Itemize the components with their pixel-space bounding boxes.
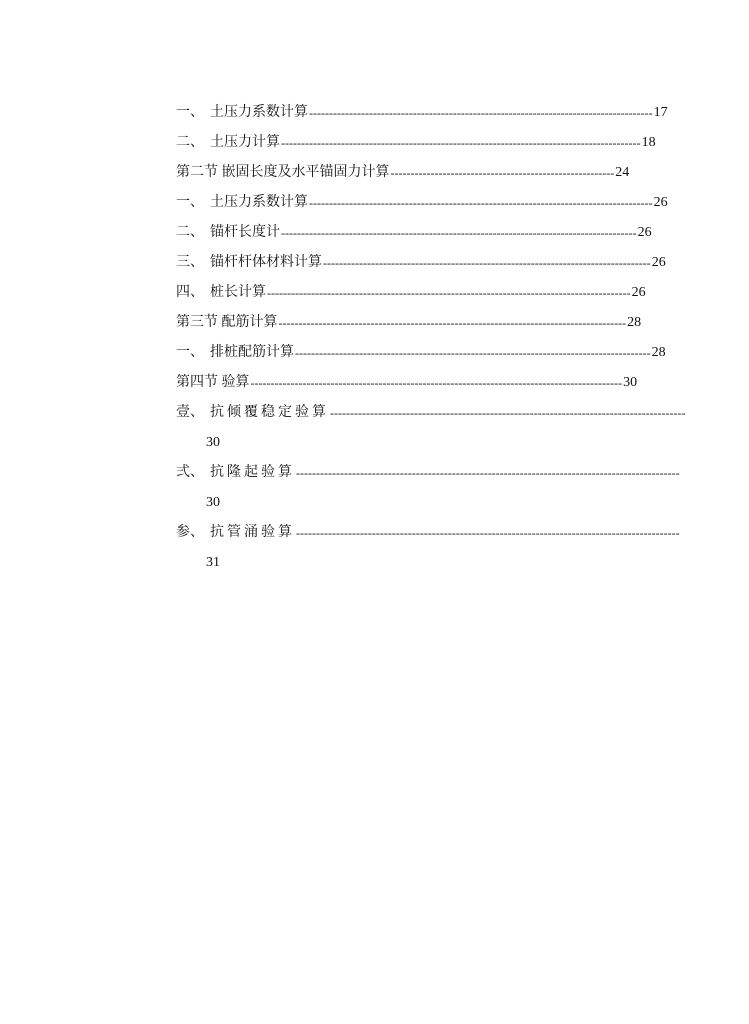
toc-leader-dots: ---------------------------------------------------------------------------------- [323, 256, 651, 270]
toc-entry-number: 二、 [176, 135, 204, 150]
toc-entry-page: 18 [641, 135, 656, 150]
toc-entry-title: 抗隆起验算 [210, 465, 295, 480]
toc-entry-number: 参、 [176, 525, 204, 540]
toc-section-heading[interactable] [176, 308, 642, 338]
toc-entry-title: 锚杆长度计 [210, 225, 280, 240]
toc-entry[interactable] [176, 218, 652, 248]
toc-leader-dots: ----------------------------------------------------------------------------------------- [281, 226, 637, 240]
toc-entry-page: 30 [206, 495, 220, 510]
toc-entry-page: 26 [637, 225, 652, 240]
toc-entry[interactable] [176, 278, 646, 308]
toc-entry-title: 桩长计算 [210, 285, 266, 300]
toc-entry-title: 土压力计算 [210, 135, 280, 150]
toc-entry[interactable] [176, 128, 656, 158]
toc-entry-title: 抗管涌验算 [210, 525, 295, 540]
toc-leader-dots: ------------------------------------------------------------------------------------------- [267, 286, 631, 300]
toc-entry-number: 弍、 [176, 465, 204, 480]
toc-entry[interactable] [176, 398, 686, 428]
toc-entry-number: 二、 [176, 225, 204, 240]
toc-entry-title: 土压力系数计算 [210, 105, 308, 120]
toc-entry-page: 28 [627, 315, 642, 330]
toc-leader-dots: ----------------------------------------------------------------------------------------- [295, 346, 651, 360]
toc-leader-dots: -------------------------------------------------------- [390, 166, 615, 180]
toc-entry-title: 第四节 验算 [176, 375, 250, 390]
toc-leader-dots: -------------------------------------------------------------------------------------- [309, 106, 653, 120]
toc-entry[interactable] [176, 338, 666, 368]
toc-entry-number: 一、 [176, 105, 204, 120]
toc-entry[interactable] [176, 248, 666, 278]
toc-entry-page: 31 [206, 555, 220, 570]
toc-entry-title: 土压力系数计算 [210, 195, 308, 210]
toc-leader-dots: ------------------------------------------------------------------------------------------------ [296, 466, 680, 480]
toc-entry-number: 一、 [176, 195, 204, 210]
toc-entry-number: 四、 [176, 285, 204, 300]
toc-entry[interactable] [176, 98, 668, 128]
toc-entry-title: 第二节 嵌固长度及水平锚固力计算 [176, 165, 390, 180]
toc-entry-page: 26 [651, 255, 666, 270]
toc-entry-number: 壹、 [176, 405, 204, 420]
toc-entry[interactable] [176, 518, 680, 548]
toc-entry-title: 排桩配筋计算 [210, 345, 294, 360]
toc-leader-dots: --------------------------------------------------------------------------------------- [278, 316, 627, 330]
toc-section-heading[interactable] [176, 158, 630, 188]
toc-entry-page: 30 [206, 435, 220, 450]
toc-entry[interactable] [176, 458, 680, 488]
toc-entry[interactable] [176, 188, 668, 218]
toc-leader-dots: -------------------------------------------------------------------------------------- [309, 196, 653, 210]
toc-entry-page: 26 [653, 195, 668, 210]
toc-section-heading[interactable] [176, 368, 638, 398]
toc-entry-title: 第三节 配筋计算 [176, 315, 278, 330]
table-of-contents [176, 98, 686, 578]
toc-leader-dots: ------------------------------------------------------------------------------------------ [281, 136, 641, 150]
toc-entry-page: 17 [653, 105, 668, 120]
toc-entry-title: 锚杆杆体材料计算 [210, 255, 322, 270]
toc-leader-dots: ------------------------------------------------------------------------------------------------ [296, 526, 680, 540]
toc-entry-number: 三、 [176, 255, 204, 270]
toc-entry-title: 抗倾覆稳定验算 [210, 405, 329, 420]
toc-entry-page: 30 [623, 375, 638, 390]
toc-leader-dots: ----------------------------------------------------------------------------------------- [330, 406, 686, 420]
toc-entry-page: 24 [615, 165, 630, 180]
toc-entry-page: 26 [631, 285, 646, 300]
toc-entry-page: 28 [651, 345, 666, 360]
toc-entry-number: 一、 [176, 345, 204, 360]
toc-leader-dots: --------------------------------------------------------------------------------------------- [250, 376, 623, 390]
